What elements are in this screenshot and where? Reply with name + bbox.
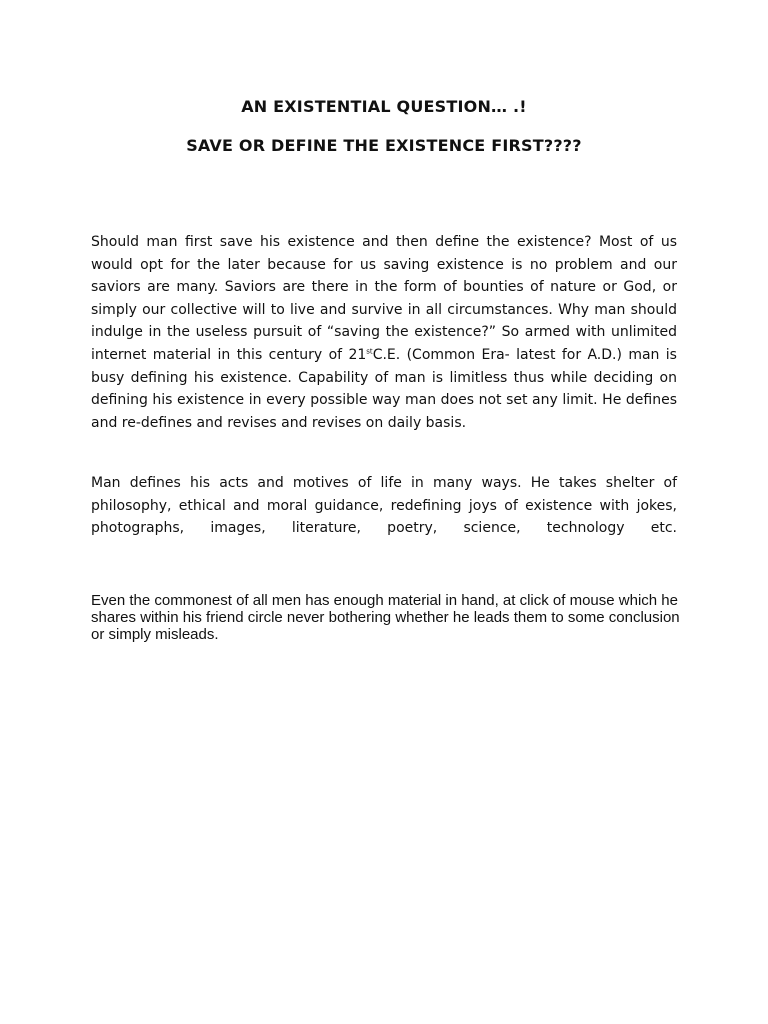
paragraph-3: Even the commonest of all men has enough material in hand, at click of mouse which he shares within his friend circle never bothering whether he leads them to some conclusion or simply misleads. <box>91 592 680 643</box>
paragraph-2: Man defines his acts and motives of life in many ways. He takes shelter of philosophy, ethical and moral guidance, redefining joys of existence with jokes, photographs, images, literature, poetry, science, technology etc. <box>91 475 677 537</box>
document-subtitle: SAVE OR DEFINE THE EXISTENCE FIRST???? <box>186 136 582 155</box>
paragraph-1-text-a: Should man first save his existence and then define the existence? Most of us would opt for the later because for us saving existence is no problem and our saviors are many. Saviors are there in the form of bounties of nature or God, or simply our collective will to live and survive in all circumstances. Why man should indulge in the useless pursuit of “saving the existence?” So armed with unlimited internet material in this century of 21 <box>91 234 677 363</box>
ordinal-suffix: st <box>366 347 373 356</box>
paragraph-1 <box>91 231 677 434</box>
paragraph-1-text-b: C.E. (Common Era- latest for A.D.) man is busy defining his existence. Capability of man is limitless thus while deciding on defining his existence in every possible way man does not set any limit. He defines and re-defines and revises and revises on daily basis. <box>91 346 677 431</box>
document-title: AN EXISTENTIAL QUESTION… .! <box>241 97 527 116</box>
